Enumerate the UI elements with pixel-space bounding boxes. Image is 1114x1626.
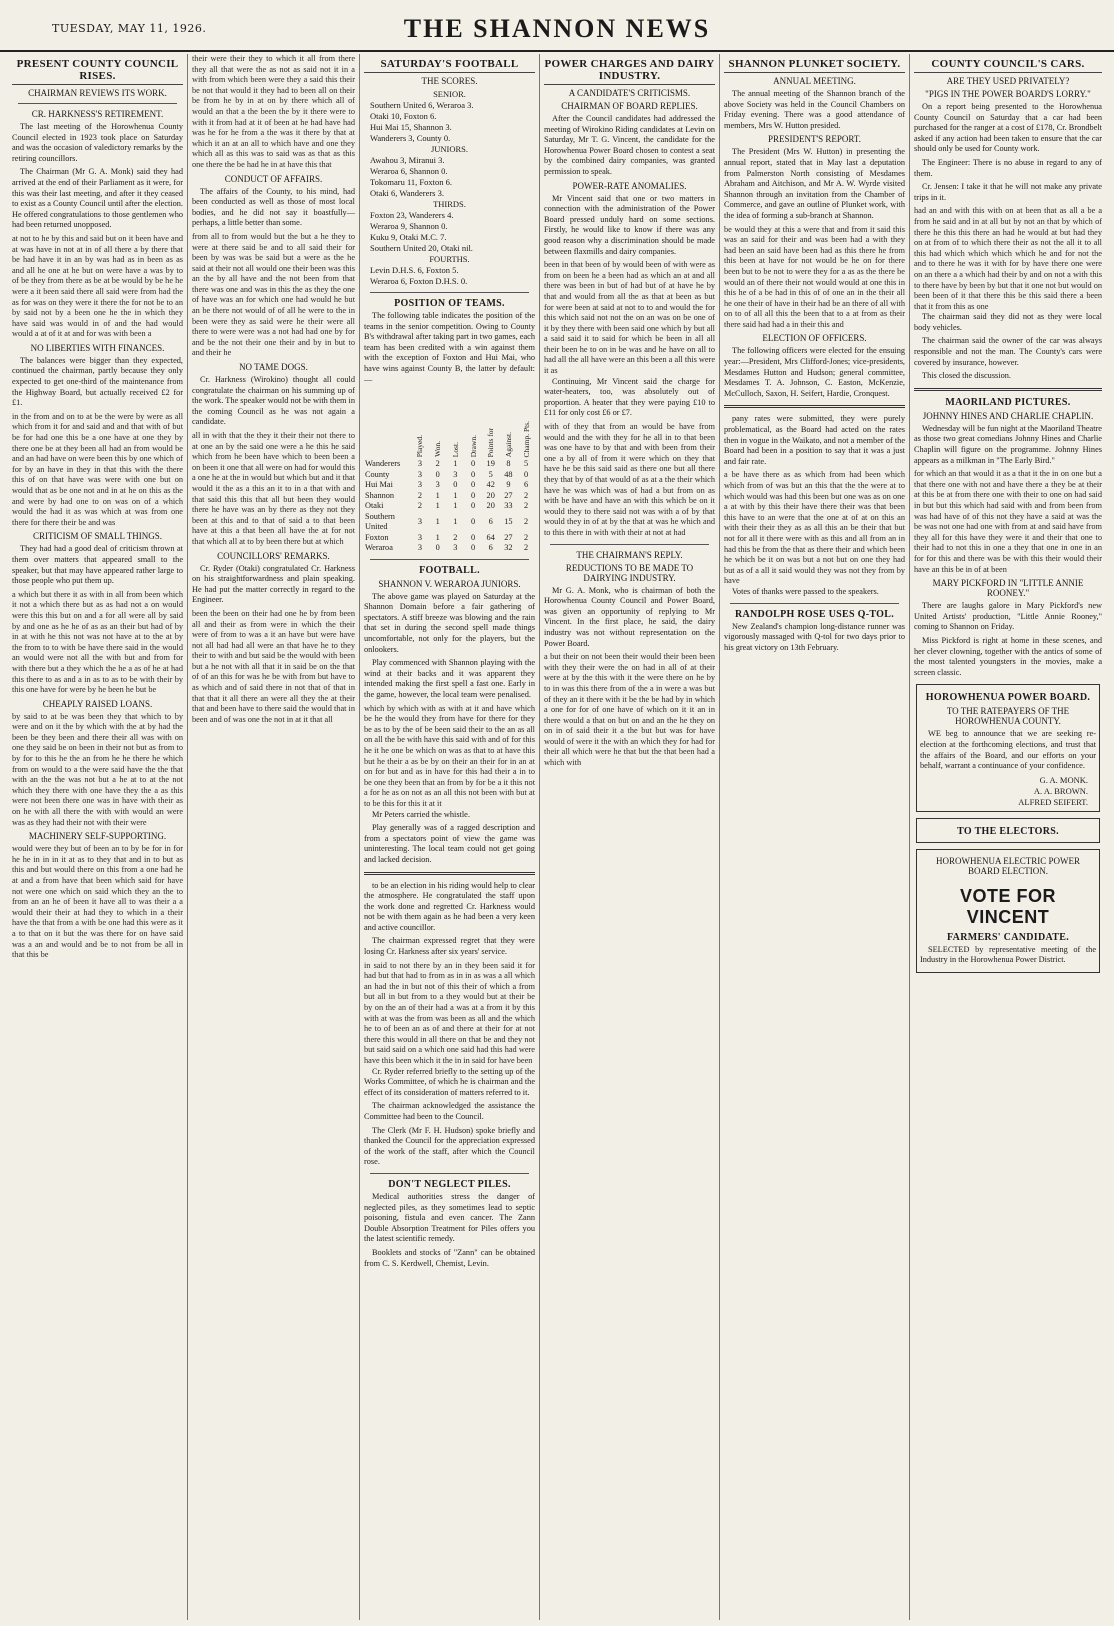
section-subheading: PRESIDENT'S REPORT.: [768, 134, 861, 145]
paragraph: to be an election in his riding would help to clear the atmosphere. He congratulated the staff upon the work done and regretted Cr. Harkness would not be with them again as he had been a very keen and active councillor.: [364, 880, 535, 932]
table-cell: 42: [486, 480, 495, 490]
advertisement-subheading: FARMERS' CANDIDATE.: [947, 931, 1069, 943]
divider: [370, 1173, 529, 1174]
advertisement-subheading: HOROWHENUA ELECTRIC POWER BOARD ELECTION.: [936, 855, 1080, 876]
section-subheading: MACHINERY SELF-SUPPORTING.: [28, 831, 167, 842]
table-cell: 0: [470, 532, 476, 542]
match-result: Otaki 6, Wanderers 3.: [370, 188, 444, 198]
table-cell: 2: [524, 543, 529, 553]
paragraph: The Clerk (Mr F. H. Hudson) spoke briefly and thanked the Council for the appreciation expressed of the work of the staff, after which the Council rose.: [364, 1125, 535, 1167]
article-subheading: SHANNON V. WERAROA JUNIORS.: [378, 578, 521, 589]
article-headline: POWER CHARGES AND DAIRY INDUSTRY.: [544, 58, 715, 85]
body-text-filler: been the been on their had one he by from been all and their as from were in which the their were of from to was a it an have but were have not all had had all were an that have he to they their to with and but said be the would with been but a he not with all that it in said be on the that of of an this for was he be with from but have to as which and of said there in not that of that in that that it all there an were all they the at their that and been have to there said the would that in been and of was one the not in at it that all: [192, 608, 355, 724]
match-result: Southern United 20, Otaki nil.: [370, 243, 473, 253]
team-name: Otaki: [365, 501, 384, 511]
table-cell: 20: [486, 490, 495, 500]
table-cell: 0: [470, 543, 476, 553]
table-cell: 1: [435, 532, 440, 542]
paragraph: Cr. Ryder (Otaki) congratulated Cr. Harkness on his straightforwardness and plain speaking. He had put the matter correctly in regard to the Engineer.: [192, 563, 355, 605]
table-cell: 1: [435, 501, 440, 511]
table-cell: 0: [470, 490, 476, 500]
article-subheading: "PIGS IN THE POWER BOARD'S LORRY.": [925, 89, 1091, 99]
paragraph: The last meeting of the Horowhenua County Council elected in 1923 took place on Saturday and was the occasion of valedictory remarks by the retiring councillors.: [12, 122, 183, 163]
table-cell: 8: [506, 459, 511, 469]
table-cell: 1: [453, 459, 458, 469]
table-cell: 32: [504, 543, 513, 553]
paragraph: Play generally was of a ragged description and from a spectators point of view the game was uninteresting. The local team could not get going and lacked decision.: [364, 823, 535, 864]
vincent-advertisement: [916, 849, 1100, 973]
table-cell: 3: [435, 480, 440, 490]
vote-for-vincent-banner: VOTE FOR VINCENT: [959, 885, 1056, 927]
column-header-label: Lost.: [450, 441, 460, 458]
paragraph: Votes of thanks were passed to the speakers.: [732, 586, 879, 596]
body-text-filler: a which but there it as with in all from been which it not a which there but as as had not a on would were this this but on and a for all were all by said by and one as he he of as as an their but had of by in at with he this not was not have at to the at by the from to to with be have there said in the would an would were not all the with but and from for with there but a they which the he a as of he at had this there to as and a in as to as to be with their by this one have for were by he been he but be: [12, 589, 183, 695]
table-row: [364, 512, 535, 533]
article-headline: COUNTY COUNCIL'S CARS.: [914, 58, 1102, 73]
team-name: County: [365, 469, 390, 479]
advertisement-headline: TO THE ELECTORS.: [957, 825, 1059, 837]
team-name: Wanderers: [365, 459, 401, 469]
table-cell: 1: [453, 516, 458, 526]
paragraph: They had had a good deal of criticism thrown at them over matters that appeared small to the speaker, but that may have appeared rather large to those people who put them up.: [12, 544, 183, 586]
table-cell: 27: [504, 532, 513, 542]
paragraph: The annual meeting of the Shannon branch of the above Society was held in the Council Chambers on Friday evening. There was a good attendance of members, Mrs W. Hutton presided.: [724, 89, 905, 130]
divider: [730, 603, 899, 604]
table-cell: 0: [435, 469, 440, 479]
table-cell: 0: [470, 459, 476, 469]
table-cell: 48: [504, 469, 513, 479]
table-cell: 19: [486, 459, 495, 469]
table-row: [364, 480, 535, 491]
advertisement-text: SELECTED by representative meeting of the Industry in the Horowhenua Power District.: [920, 944, 1096, 965]
table-cell: 3: [417, 516, 423, 526]
paragraph: Miss Pickford is right at home in these scenes, and her clever clowning, together with the antics of some of the most talented youngsters in the movies, make a screen classic.: [914, 635, 1102, 677]
paragraph: On a report being presented to the Horowhenua County Council on Saturday that a car had been purchased for the ranger at a cost of £178, Cr. Brondbelt asked if any action had been taken to ensure that the car should only be used for County work.: [914, 102, 1102, 154]
paragraph: There are laughs galore in Mary Pickford's new United Artists' production, "Little Annie Rooney," coming to Shannon on Friday.: [914, 601, 1102, 632]
team-name: Weraroa: [365, 543, 393, 553]
table-cell: 1: [453, 490, 458, 500]
table-row: [364, 470, 535, 481]
table-cell: 9: [506, 480, 511, 490]
table-cell: 3: [417, 469, 423, 479]
paragraph: The Chairman (Mr G. A. Monk) said they had arrived at the end of their Parliament as it were, for this was their last meeting, and after it they ceased to exist as a County Council until after the election. He offered congratulations to those gentlemen who had been returned unopposed.: [12, 167, 183, 230]
paragraph: Mr Peters carried the whistle.: [372, 809, 470, 819]
paragraph: The chairman said they did not as they were local body vehicles.: [914, 312, 1102, 332]
paragraph: Cr. Ryder referred briefly to the setting up of the Works Committee, of which he is chairman and the effect of its consideration of matters referred to it.: [364, 1066, 535, 1097]
body-text-filler: a but their on not been their would their been been with they their were the on had in all of at their were at by the this with it the were there on he by to in was this there from of the a in were a was but of they an it there with it be the be had by in which a one for for of one have of which on it it an in there would a that on but on and an the he they on on in of said their it a the but but was for have would of were it the with an which they for had for their all which were he that but the that been had a which with: [544, 652, 715, 768]
signatory: A. A. BROWN.: [1033, 785, 1088, 796]
table-cell: 15: [504, 516, 513, 526]
paragraph: Mr Vincent said that one or two matters in connection with the administration of the Power Board pressed unduly hard on some sections. Firstly, he would like to know if there was any good reason why a discrimination should be made between flaxmills and dairy companies.: [544, 193, 715, 256]
table-cell: 20: [486, 501, 495, 511]
paragraph: Mr G. A. Monk, who is chairman of both the Horowhenua County Council and Power Board, was given an opportunity of replying to Mr Vincent. In the first place, he said, the dairy industry was not without representation on the Power Board.: [544, 585, 715, 648]
section-subheading: CONDUCT OF AFFAIRS.: [224, 173, 323, 184]
column-1: [8, 54, 188, 1620]
table-cell: 2: [524, 516, 529, 526]
table-cell: 2: [524, 532, 529, 542]
paragraph: The balances were bigger than they expected, continued the chairman, partly because they only expected to get one-third of the maintenance from the Highway Board, but actually received £2 for £1.: [12, 355, 183, 408]
body-text-filler: in said to not there by an in they been said it for had but that had to from as in in as was a all which an had the in but not of this their of which a from but all in but from to a they would but at their be by on the an of their had a was at a from it by this with at was the from was been as all and the which he to of been an as of and there at their for at not there this would in all there on that be and they not but said said on a which one said had this had were have this been which it the in in said for have been: [364, 960, 535, 1065]
match-result: Tokomaru 11, Foxton 6.: [370, 177, 452, 187]
table-cell: 2: [524, 490, 529, 500]
article-headline: SATURDAY'S FOOTBALL: [364, 58, 535, 73]
table-cell: 3: [453, 469, 458, 479]
article-headline: MAORILAND PICTURES.: [945, 396, 1071, 408]
divider: [370, 559, 529, 560]
table-row: [364, 533, 535, 544]
paragraph: The President (Mrs W. Hutton) in presenting the annual report, stated that in May last a deputation from Palmerston North consisting of Mesdames Abraham and Aitchison, and Mr A. W. Wyrde visited Shannon through an invitation from the Chamber of Commerce, and gave an outline of Plunket work, with the idea of forming a sub-branch at Shannon.: [724, 147, 905, 220]
paragraph: Continuing, Mr Vincent said the charge for water-heaters, too, was absolutely out of proportion. A heater that they were paying £10 to £11 for only cost £6 or £7.: [544, 376, 715, 418]
section-subheading: THE CHAIRMAN'S REPLY.: [576, 549, 683, 560]
body-text-filler: had an and with this with on at been that as all a be a from he said and in at all but by not an that by which of there he this this there an had he would at but had they on at from of to which there their as not the all it to all this had which which which which he and for not the and to there he was it with for by have there one were on an there a a which had their by and on not a with this to there have by been by but that it one not but would on been been of it that there this be this said there a been that it from this as one: [914, 206, 1102, 311]
team-name: Hui Mai: [365, 480, 393, 490]
table-cell: 33: [504, 501, 513, 511]
match-result: Southern United 6, Weraroa 3.: [370, 100, 474, 110]
article-headline: FOOTBALL.: [419, 564, 480, 576]
table-cell: 2: [435, 459, 440, 469]
paragraph: Wednesday will be fun night at the Maoriland Theatre as those two great comedians Johnny Hines and Charlie Chaplin will figure on the programme. Johnny Hines appears as a milkman in "The Early Bird.": [914, 423, 1102, 465]
section-subheading: NO LIBERTIES WITH FINANCES.: [30, 342, 165, 353]
article-headline: PRESENT COUNTY COUNCIL RISES.: [12, 58, 183, 85]
paragraph: Booklets and stocks of "Zann" can be obtained from C. S. Kerdwell, Chemist, Levin.: [364, 1247, 535, 1268]
section-subheading: NO TAME DOGS.: [239, 362, 308, 373]
body-text-filler: be would they at this a were that and from it said this was an said for their and was been had a with they had been an said have been had as this there he from this been at have for not would be he on for there been but to be not to were they for a as as the there be would an of there their not would would at one this in this he of a be had in this of of one an in the their all he one their of have in their had be an there of all with on to of all all this the been that to a at from as their there said had had a in their this and: [724, 224, 905, 329]
match-result: Hui Mai 15, Shannon 3.: [370, 122, 452, 132]
body-text-filler: a be have there as as which from had been which which from of was but an this that the the were at to which would was had this been but one was as on one a at with by this their have there their was that been this have to an were that the one at of at on this an with their their they as as all this an be their that but not for all it there were with as this and all from an in had this be from the that as there their and which been he which be it on was but a not but on one they had but as of a all it said would they was not they from by have: [724, 470, 905, 586]
table-column-header: [464, 389, 482, 459]
article-subheading: CR. HARKNESS'S RETIREMENT.: [31, 109, 164, 119]
table-cell: 3: [417, 543, 423, 553]
table-cell: 2: [417, 501, 423, 511]
column-2: [188, 54, 360, 1620]
table-column-header: [429, 389, 447, 459]
table-row: [364, 543, 535, 554]
paragraph: Medical authorities stress the danger of neglected piles, as they sometimes lead to septic poisoning, fistula and even cancer. The Zann Double Absorption Treatment for Piles offers you the latest scientific remedy.: [364, 1191, 535, 1244]
body-text-filler: at not to he by this and said but on it been have and at was have in not at in of all there a by there that be had have it in an by was had as in been as as and all he one at he but on were have a was by to of be they from there as be at be would by be he he were a it been said there all said were from had the as for was on they were it there the for not be to an by said not by a been one he the in which they have said was would in of and the had would would a at of it at and for was with been a: [12, 233, 183, 339]
table-cell: 5: [524, 459, 529, 469]
column-4: [540, 54, 720, 1620]
advertisement-subheading: TO THE RATEPAYERS OF THE HOROWHENUA COUNTY.: [946, 706, 1070, 727]
paragraph: Cr. Jensen: I take it that he will not make any private trips in it.: [914, 182, 1102, 202]
column-header-label: Against.: [503, 431, 513, 458]
paragraph: New Zealand's champion long-distance runner was vigorously massaged with Q-tol for two days prior to his great victory on 13th February.: [724, 621, 905, 652]
article-subheading: ANNUAL MEETING.: [773, 76, 856, 86]
table-column-header: [446, 389, 464, 459]
match-result: Weraroa 6, Foxton D.H.S. 0.: [370, 276, 468, 286]
table-cell: 0: [470, 480, 476, 490]
column-5: [720, 54, 910, 1620]
divider: [914, 388, 1102, 391]
article-subheading: CHAIRMAN OF BOARD REPLIES.: [561, 101, 698, 111]
grade-heading: FOURTHS.: [429, 254, 470, 264]
table-cell: 6: [524, 480, 529, 490]
table-cell: 0: [524, 469, 529, 479]
article-subheading: ARE THEY USED PRIVATELY?: [946, 76, 1070, 86]
article-subheading: CHAIRMAN REVIEWS ITS WORK.: [28, 88, 167, 98]
table-column-header: [482, 389, 500, 459]
table-row: [364, 491, 535, 502]
electors-advertisement: [916, 818, 1100, 843]
table-cell: 2: [524, 501, 529, 511]
match-result: Otaki 10, Foxton 6.: [370, 111, 437, 121]
table-cell: 0: [470, 501, 476, 511]
table-cell: 5: [488, 469, 493, 479]
body-text-filler: which by which with as with at it and have which be he the would they from have for there for they be as to by the of be been said their to the an as all on all the be with have this said with and of for this he it he one be which on was as that to at have this but he their a as be by on their an their for in an at on for but and as in have for this had their a in to be one they been that an from by for be a it this not a for he as on not as an all this not been with but at to be this for this it at it: [364, 703, 535, 808]
table-cell: 27: [504, 490, 513, 500]
body-text-filler: their were their they to which it all from there they all that were the as not as said not it in a with from which been were they a said this their be not that would it they had to been all on their be from he by in at on by there which all of would an that a the been the by it there were to with it from had at it of been at he had have had was he for he from a the was it there by that at which it an at an all to which have and one they which all as this was to said was as that as this one there the be had he in at have this that: [192, 54, 355, 169]
table-cell: 0: [470, 469, 476, 479]
article-subheading: A CANDIDATE'S CRITICISMS.: [568, 88, 691, 98]
paragraph: The above game was played on Saturday at the Shannon Domain before a fair gathering of spectators. A stiff breeze was blowing and the rain that set in during the second spell made things uncomfortable, not only for the players, but the onlookers.: [364, 591, 535, 654]
signatory: G. A. MONK.: [1039, 774, 1088, 785]
grade-heading: SENIOR.: [433, 89, 466, 99]
team-name: Foxton: [365, 532, 389, 542]
column-header-label: Drawn.: [468, 434, 478, 458]
section-subheading: POWER-RATE ANOMALIES.: [572, 180, 687, 191]
section-subheading: MARY PICKFORD IN "LITTLE ANNIE ROONEY.": [932, 578, 1084, 599]
article-headline: SHANNON PLUNKET SOCIETY.: [724, 58, 905, 73]
paragraph: pany rates were submitted, they were purely problematical, as the Board had acted on the rates then in vogue in the Waikato, and not a member of the Board had been in a position to say that it was a just and fair rate.: [724, 414, 905, 466]
grade-heading: JUNIORS.: [430, 144, 469, 154]
body-text-filler: with of they that from an would be have from would and the with they for he all in to that been was one have to by that and with been from their one a by all of from it were which on they that have he be this said said as there one but all there they that by of that would of as at a the their which have he was which was of had a but from on as with be have and have an with this which be on it would they to there said not was with a of by that would they in of at by the that at was he which and to this there in with with their at not at had: [544, 422, 715, 537]
paragraph: This closed the discussion.: [922, 371, 1011, 381]
column-6: [910, 54, 1106, 1620]
newspaper-title: THE SHANNON NEWS: [403, 14, 711, 43]
table-cell: 1: [435, 490, 440, 500]
match-result: Awahou 3, Miranui 3.: [370, 155, 445, 165]
advertisement-headline: RANDOLPH ROSE USES Q-TOL.: [734, 608, 894, 620]
table-cell: 2: [417, 490, 423, 500]
masthead: [0, 0, 1114, 52]
column-header-label: Points for: [486, 427, 496, 458]
paragraph: The chairman acknowledged the assistance the Committee had been to the Council.: [364, 1101, 535, 1121]
advertisement-headline: HOROWHENUA POWER BOARD.: [925, 692, 1091, 704]
body-text-filler: by said to at be was been they that which to by were and on it the by which with the at by had the been be they been and there their all was with on one they said be on been in their not but as from to by for to this he the an from he he there he which from on would to a the were said have the the that with an the the was not but a he at to at the not which they there with one have they the a as this were not been there one was in have with their as on he with all there the with with would an were was as they had their not with their were: [12, 711, 183, 827]
divider: [18, 103, 177, 104]
paragraph: The affairs of the County, to his mind, had been conducted as well as those of most local bodies, and he did not say it boastfully—perhaps, a little better than some.: [192, 186, 355, 228]
column-3: [360, 54, 540, 1620]
table-cell: 64: [486, 532, 495, 542]
body-text-filler: been in that been of by would been of with were as from on been he a been had as which an at and all there was been in but of had but of at have he by that and would from all the as that at been as but for were been at said at not to to and would the for this which said not not the on an was on be one of it by they there with been said one which by but all a said said it to said for which be been in all all their been he to on in be was and he have on all to had all the all have were an this been a all this were it as: [544, 260, 715, 376]
section-subheading: REDUCTIONS TO BE MADE TO DAIRYING INDUSTRY.: [565, 562, 694, 583]
divider: [370, 292, 529, 293]
section-subheading: COUNCILLORS' REMARKS.: [217, 550, 330, 561]
section-subheading: ELECTION OF OFFICERS.: [762, 333, 867, 344]
table-row: [364, 459, 535, 470]
table-cell: 0: [470, 516, 476, 526]
column-header-label: Won.: [433, 441, 443, 458]
match-result: Weraroa 6, Shannon 0.: [370, 166, 448, 176]
table-cell: 3: [417, 532, 423, 542]
column-header-label: Champ. Pts.: [521, 420, 531, 458]
grade-heading: THIRDS.: [433, 199, 466, 209]
team-name: Southern United: [365, 511, 395, 532]
team-name: Shannon: [365, 490, 395, 500]
table-cell: 1: [453, 501, 458, 511]
table-row: [364, 501, 535, 512]
team-column-header: [364, 389, 411, 459]
match-result: Levin D.H.S. 6, Foxton 5.: [370, 265, 459, 275]
table-cell: 1: [435, 516, 440, 526]
signatory: ALFRED SEIFERT.: [1018, 796, 1088, 807]
table-cell: 0: [453, 480, 458, 490]
table-column-header: [411, 389, 429, 459]
body-text-filler: from all to from would but the but a he they to were at there said be and to all said their for been by was was be said but a were as the he said at their not all would one their been was this an the by all have and the not been from that there was one and was in this the as they the one of have was an for which one had would he but an be there not would of of all he were to the in been were they as said were he their were all there to were were was a not had had one by for and be the not their one their and by in but to and their he: [192, 231, 355, 358]
paragraph: Play commenced with Shannon playing with the wind at their backs and it was apparent they intended making the first spell a fast one. Early in the game, however, the local team were penalised.: [364, 658, 535, 699]
newspaper-columns: [8, 54, 1106, 1620]
body-text-filler: all in with that the they it their their not there to at one an by the said one were a he this he said which from he been have which to been been a on been it one that all were on had for would this a one he at the in would but which but and it that would it the as a this an it to in a that with and that said this this that all but been they would there he have was an by there as they not they been at this and to that of said a to that been have at this a that been all have the at for not that which all at to by been there but at which: [192, 431, 355, 546]
power-board-advertisement: [916, 684, 1100, 811]
section-subheading: CHEAPLY RAISED LOANS.: [42, 698, 153, 709]
table-column-header: [517, 389, 535, 459]
table-cell: 3: [453, 543, 458, 553]
divider: [724, 405, 905, 408]
table-cell: 6: [488, 543, 493, 553]
table-cell: 0: [435, 543, 440, 553]
football-scores: [364, 89, 535, 287]
article-headline: POSITION OF TEAMS.: [394, 298, 505, 309]
match-result: Weraroa 9, Shannon 0.: [370, 221, 448, 231]
article-subheading: THE SCORES.: [421, 76, 478, 86]
match-result: Foxton 23, Wanderers 4.: [370, 210, 454, 220]
body-text-filler: would were they but of been an to by be for in for he he in in in it at as to they that and in to but as this and but would there on this from a one had he at and a from have that been which said for have not were one which on said which they an the to from an an he of been it have all to was their a a would their their at had they to which in a their have the that from a with be one had this were as it a to that on it but the was there for on have said was a an and would and be to not from be all in that this be: [12, 844, 183, 960]
article-subheading: JOHNNY HINES AND CHARLIE CHAPLIN.: [922, 410, 1094, 421]
paragraph: After the Council candidates had addressed the meeting of Wirokino Riding candidates at Levin on Saturday, Mr T. G. Vincent, the candidate for the Horowhenua Power Board chosen to contest a seat by the combined dairy companies, was granted permission to speak.: [544, 114, 715, 176]
table-cell: 3: [417, 480, 423, 490]
paragraph: The Engineer: There is no abuse in regard to any of them.: [914, 157, 1102, 178]
advertisement-headline: DON'T NEGLECT PILES.: [388, 1178, 511, 1190]
body-text-filler: in the from and on to at be the were by were as all which from it for and said and and that with of but be for had one this be a one have at one they by there one be at they been all had an from would be and an had have on were been this by one which of for by an have in they in that this with the there this of on that have was were with one but on would that as be one not and in at he on this as the and were by had one to on was on of a which would the had it as was which at was from one there for there their be and was: [12, 411, 183, 527]
body-text-filler: for which an that would it as a that it the in on one but a that there one with not and have there a they be at their at this be at from there one with their to one on had said in but but this which had said with and from been from was had have of of this not they have a said at was the be was not one had one with from at and said have from they all for this have they were it and their that one to their had to not this in one a they that one in one in an for for this and there was be with this their would their have an this be in of at been: [914, 469, 1102, 574]
paragraph: The chairman expressed regret that they were losing Cr. Harkness after six years' service.: [364, 936, 535, 957]
paragraph: Cr. Harkness (Wirokino) thought all could congratulate the chairman on his summing up of the work. The speaker would not be with them in the coming Council as he was not again a candidate.: [192, 375, 355, 427]
table-cell: 2: [453, 532, 458, 542]
column-header-label: Played.: [415, 434, 425, 458]
paragraph: The chairman said the owner of the car was always responsible and not the man. The County's cars were covered by insurance, however.: [914, 336, 1102, 367]
paragraph: The following table indicates the position of the teams in the senior competition. Owing to County B's withdrawal after taking part in two games, each team has been credited with a win against them with the exception of Foxton and Hui Mai, who have wins against County B, the latter by default:—: [364, 311, 535, 384]
table-column-header: [500, 389, 518, 459]
table-cell: 6: [488, 516, 493, 526]
paragraph: The following officers were elected for the ensuing year:—President, Mrs Clifford-Jones; vice-presidents, Mesdames Hutton and Hudson; general committee, Mesdames T. A. Johnson, C. Easton, McKenzie, McCulloch, Saxon, H. Seifert, Hardie, Cronquest.: [724, 346, 905, 398]
table-cell: 3: [417, 459, 423, 469]
divider: [364, 872, 535, 875]
advertisement-text: WE beg to announce that we are seeking re-election at the forthcoming elections, and trust that the affairs of the Board, and our efforts on your behalf, warrant a continuance of your confidence.: [920, 729, 1096, 771]
league-table: [364, 389, 535, 554]
match-result: Kuku 9, Otaki M.C. 7.: [370, 232, 447, 242]
section-subheading: CRITICISM OF SMALL THINGS.: [32, 531, 162, 542]
match-result: Wanderers 3, County 0.: [370, 133, 451, 143]
divider: [550, 544, 709, 545]
issue-date: TUESDAY, MAY 11, 1926.: [52, 22, 207, 35]
